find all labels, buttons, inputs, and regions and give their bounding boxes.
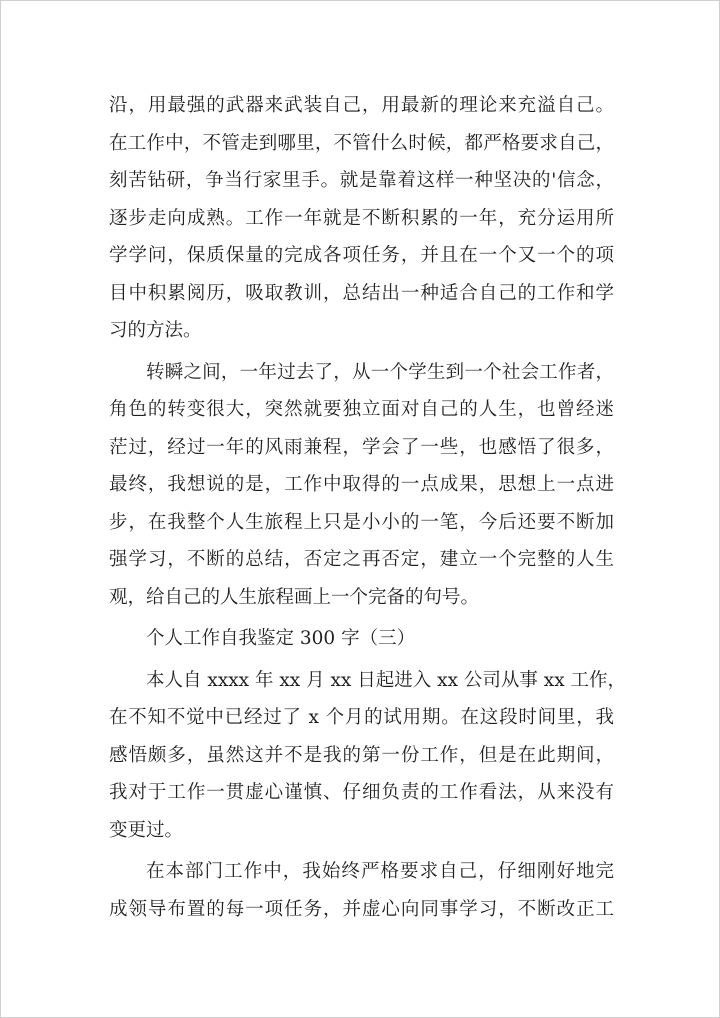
text-line: 在本部门工作中，我始终严格要求自己，仔细刚好地完 xyxy=(146,861,614,882)
text-line: 逐步走向成熟。工作一年就是不断积累的一年，充分运用所 xyxy=(109,207,614,229)
text-line: 习的方法。 xyxy=(109,320,202,341)
paragraph-continuation xyxy=(109,87,614,350)
text-line: 我对于工作一贯虚心谨慎、仔细负责的工作看法，从来没有 xyxy=(109,782,614,803)
text-line: 强学习，不断的总结，否定之再否定，建立一个完整的人生 xyxy=(109,549,614,570)
text-line: 刻苦钻研，争当行家里手。就是靠着这样一种坚决的'信念， xyxy=(109,170,614,191)
text-line: 观，给自己的人生旅程画上一个完备的句号。 xyxy=(109,586,480,608)
text-line: 学学问，保质保量的完成各项任务，并且在一个又一个的项 xyxy=(109,245,614,266)
text-line: 感悟颇多，虽然这并不是我的第一份工作，但是在此期间， xyxy=(109,744,614,766)
text-line: 沿，用最强的武器来武装自己，用最新的理论来充溢自己。 xyxy=(109,95,614,116)
text-line: 步，在我整个人生旅程上只是小小的一笔，今后还要不断加 xyxy=(109,511,614,533)
text-line: 在不知不觉中已经过了 x 个月的试用期。在这段时间里，我 xyxy=(109,707,614,728)
document-body xyxy=(109,87,627,928)
text-line: 转瞬之间，一年过去了，从一个学生到一个社会工作者， xyxy=(146,361,614,383)
heading-text: 个人工作自我鉴定 300 字（三） xyxy=(146,628,416,649)
text-line: 最终，我想说的是，工作中取得的一点成果，思想上一点进 xyxy=(109,474,614,495)
paragraph xyxy=(109,853,614,928)
section-heading xyxy=(109,620,614,658)
text-line: 本人自 xxxx 年 xx 月 xx 日起进入 xx 公司从事 xx 工作， xyxy=(146,669,627,691)
text-line: 茫过，经过一年的风雨兼程，学会了一些，也感悟了很多， xyxy=(109,436,614,458)
text-line: 目中积累阅历，吸取教训，总结出一种适合自己的工作和学 xyxy=(109,282,614,304)
paragraph xyxy=(109,662,627,850)
text-line: 变更过。 xyxy=(109,819,184,841)
text-line: 成领导布置的每一项任务，并虚心向同事学习，不断改正工 xyxy=(109,898,614,920)
text-line: 在工作中，不管走到哪里，不管什么时候，都严格要求自己， xyxy=(109,132,614,154)
paragraph xyxy=(109,354,614,617)
text-line: 角色的转变很大，突然就要独立面对自己的人生，也曾经迷 xyxy=(109,399,614,420)
